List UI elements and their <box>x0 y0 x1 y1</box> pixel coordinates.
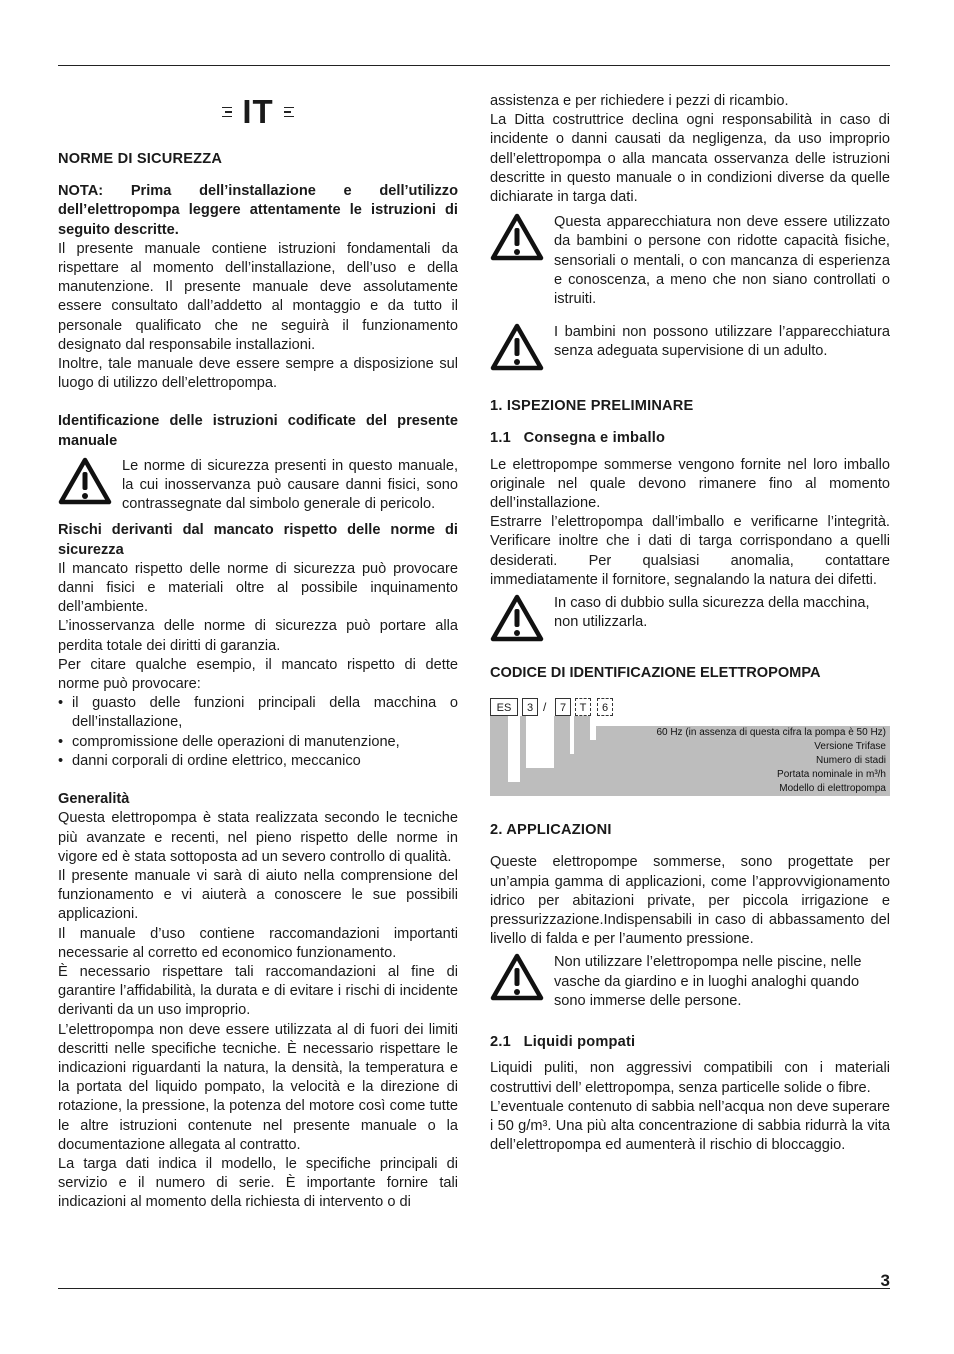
delivery-warning-text: In caso di dubbio sulla sicurezza della macchina, non utilizzarla. <box>554 595 870 631</box>
warning-triangle-icon <box>490 953 554 1001</box>
list-item: • il guasto delle funzioni principali della macchina o dell’installazione, <box>58 694 458 732</box>
left-column <box>58 92 458 1213</box>
code-label-flow: Portata nominale in m³/h <box>777 769 886 781</box>
language-code: IT <box>242 93 274 131</box>
ident-title: Identificazione delle istruzioni codificate del presente manuale <box>58 413 458 449</box>
general-title: Generalità <box>58 791 130 808</box>
risks-paragraph-3: Per citare qualche esempio, il mancato rispetto di dette norme può provocare: <box>58 656 458 693</box>
top-rule <box>58 65 890 66</box>
section-title-applications: 2. APPLICAZIONI <box>490 822 612 839</box>
risks-paragraph-2: L’inosservanza delle norme di sicurezza può portare alla perdita totale dei diritti di garanzia. <box>58 618 458 654</box>
page-number: 3 <box>880 1271 890 1290</box>
code-label-stages: Numero di stadi <box>815 755 886 767</box>
identification-code-diagram <box>490 698 890 796</box>
warning-children-text-2: I bambini non possono utilizzare l’apparecchiatura senza adeguata supervisione di un adulto. <box>554 324 890 360</box>
warning-block-applications <box>490 953 890 1011</box>
liquids-paragraph-2: L’eventuale contenuto di sabbia nell’acqua non deve superare i 50 g/m³. Una più alta concentrazione di sabbia ridurrà la vita dell’elettropompa ed aumenterà il rischio di bloccaggio. <box>490 1098 891 1154</box>
warning-triangle-icon <box>490 594 554 642</box>
code-box-flow: 3 <box>522 698 538 716</box>
ident-warning-text: Le norme di sicurezza presenti in questo manuale, la cui inosservanza può causare danni fisici, sono contrassegnate dal simbolo generale di pericolo. <box>122 457 458 513</box>
general-paragraph-5: L’elettropompa non deve essere utilizzata al di fuori dei limiti descritti nelle specifiche tecniche. È necessario rispettare le indicazioni riguardanti la natura, la densità, la temperatura e la portata del liquido pompato, la velocità e la direzione di rotazione, la pressione, la potenza del motore così come tutte le altre istruzioni contenute nel presente manuale o la documentazione allegata al contratto. <box>58 1021 458 1153</box>
code-box-three-phase: T <box>575 698 591 716</box>
section-title-safety: NORME DI SICUREZZA <box>58 151 223 167</box>
right-column <box>490 92 890 1155</box>
bottom-rule <box>58 1288 890 1289</box>
code-box-stages: 7 <box>555 698 571 716</box>
code-title: CODICE DI IDENTIFICAZIONE ELETTROPOMPA <box>490 665 821 682</box>
intro-paragraph-1: Il presente manuale contiene istruzioni fondamentali da rispettare al momento dell’installazione, dell’uso e della manutenzione. Il presente manuale deve assolutamente essere consultato dall’addetto al montaggio e da tutto il personale qualificato che ne seguirà il funzionamento designato dal responsabile installazioni. <box>58 240 458 353</box>
code-box-model: ES <box>490 698 518 716</box>
liquids-paragraph-1: Liquidi puliti, non aggressivi compatibili con i materiali costruttivi dell’ elettropompa, senza particelle solide o fibre. <box>490 1060 890 1096</box>
subsection-title-delivery: 1.1 Consegna e imballo <box>490 430 666 447</box>
list-item: • compromissione delle operazioni di manutenzione, <box>58 733 458 752</box>
warning-triangle-icon <box>490 323 554 371</box>
general-paragraph-1: Questa elettropompa è stata realizzata secondo le tecniche più avanzate e recenti, nel pieno rispetto delle norme in vigore ed è stata sottoposta ad un severo controllo di qualità. <box>58 810 458 865</box>
code-box-60hz: 6 <box>597 698 613 716</box>
deco-ticks-right <box>284 107 294 118</box>
note-bold: NOTA: Prima dell’installazione e dell’utilizzo dell’elettropompa leggere attentamente le istruzioni di seguito descritte. <box>58 183 458 238</box>
warning-block-children-2 <box>490 323 890 371</box>
warning-children-text-1: Questa apparecchiatura non deve essere utilizzato da bambini o persone con ridotte capacità fisiche, sensoriali o mentali, o con mancanza di esperienza e conoscenza, a meno che non siano controllati o istruiti. <box>554 214 890 308</box>
code-bar-white-5 <box>596 716 890 726</box>
continuation-paragraph-1: assistenza e per richiedere i pezzi di ricambio. <box>490 93 789 109</box>
warning-triangle-icon <box>58 457 122 505</box>
intro-paragraph-2: Inoltre, tale manuale deve essere sempre a disposizione sul luogo di utilizzo dell’elettropompa. <box>58 356 458 392</box>
warning-block-children-1 <box>490 213 890 309</box>
general-paragraph-3: Il manuale d’uso contiene raccomandazioni importanti necessarie al corretto ed economico funzionamento. <box>58 925 458 961</box>
subsection-title-liquids: 2.1 Liquidi pompati <box>490 1034 636 1051</box>
general-paragraph-4: È necessario rispettare tali raccomandazioni al fine di garantire l’affidabilità, la durata e di evitare i rischi di incidente derivanti da un uso improprio. <box>58 963 458 1019</box>
code-label-three-phase: Versione Trifase <box>814 741 886 753</box>
applications-paragraph: Queste elettropompe sommerse, sono progettate per un’ampia gamma di applicazioni, come l’approvvigionamento idrico per abitazioni private, per piccola irrigazione e pressurizzazione.Indispensabili in caso di abbassamento del livello di falda e per l’aumento pressione. <box>490 854 890 948</box>
risks-paragraph-1: Il mancato rispetto delle norme di sicurezza può provocare danni fisici e materiali oltre al possibile inquinamento dell’ambiente. <box>58 560 458 616</box>
general-paragraph-6: La targa dati indica il modello, le specifiche principali di servizio e il numero di serie. È importante fornire tali indicazioni al momento della richiesta di intervento o di <box>58 1155 458 1211</box>
code-slash: / <box>543 700 547 715</box>
list-item: • danni corporali di ordine elettrico, meccanico <box>58 752 458 771</box>
code-label-model: Modello di elettropompa <box>779 783 886 795</box>
general-paragraph-2: Il presente manuale vi sarà di aiuto nella comprensione del funzionamento e vi aiuterà a conoscere le sue possibili applicazioni. <box>58 867 458 923</box>
section-title-inspection: 1. ISPEZIONE PRELIMINARE <box>490 398 694 415</box>
deco-ticks-left <box>222 107 232 118</box>
risks-title: Rischi derivanti dal mancato rispetto delle norme di sicurezza <box>58 522 458 558</box>
risks-list <box>58 694 458 771</box>
warning-triangle-icon <box>490 213 554 261</box>
code-label-60hz: 60 Hz (in assenza di questa cifra la pompa è 50 Hz) <box>656 727 886 739</box>
applications-warning-text: Non utilizzare l’elettropompa nelle piscine, nelle vasche da giardino e in luoghi analoghi quando sono immerse delle persone. <box>554 954 862 1009</box>
warning-block-ident <box>58 457 458 515</box>
continuation-paragraph-2: La Ditta costruttrice declina ogni responsabilità in caso di incidente o danni causati da negligenza, da uso improprio dell’elettropompa o alla mancata osservanza delle istruzioni descritte in questo manuale o in condizioni diverse da quelle dichiarate in targa dati. <box>490 112 890 206</box>
warning-block-delivery <box>490 594 890 642</box>
language-header <box>58 92 458 132</box>
delivery-paragraph-1: Le elettropompe sommerse vengono fornite nel loro imballo originale nel quale devono rimanere fino al momento dell’installazione. <box>490 456 890 512</box>
delivery-paragraph-2: Estrarre l’elettropompa dall’imballo e verificarne l’integrità. Verificare inoltre che i dati di targa corrispondano a quelli desiderati. Per qualsiasi anomalia, contattare immediatamente il fornitore, segnalando la natura dei difetti. <box>490 514 890 588</box>
